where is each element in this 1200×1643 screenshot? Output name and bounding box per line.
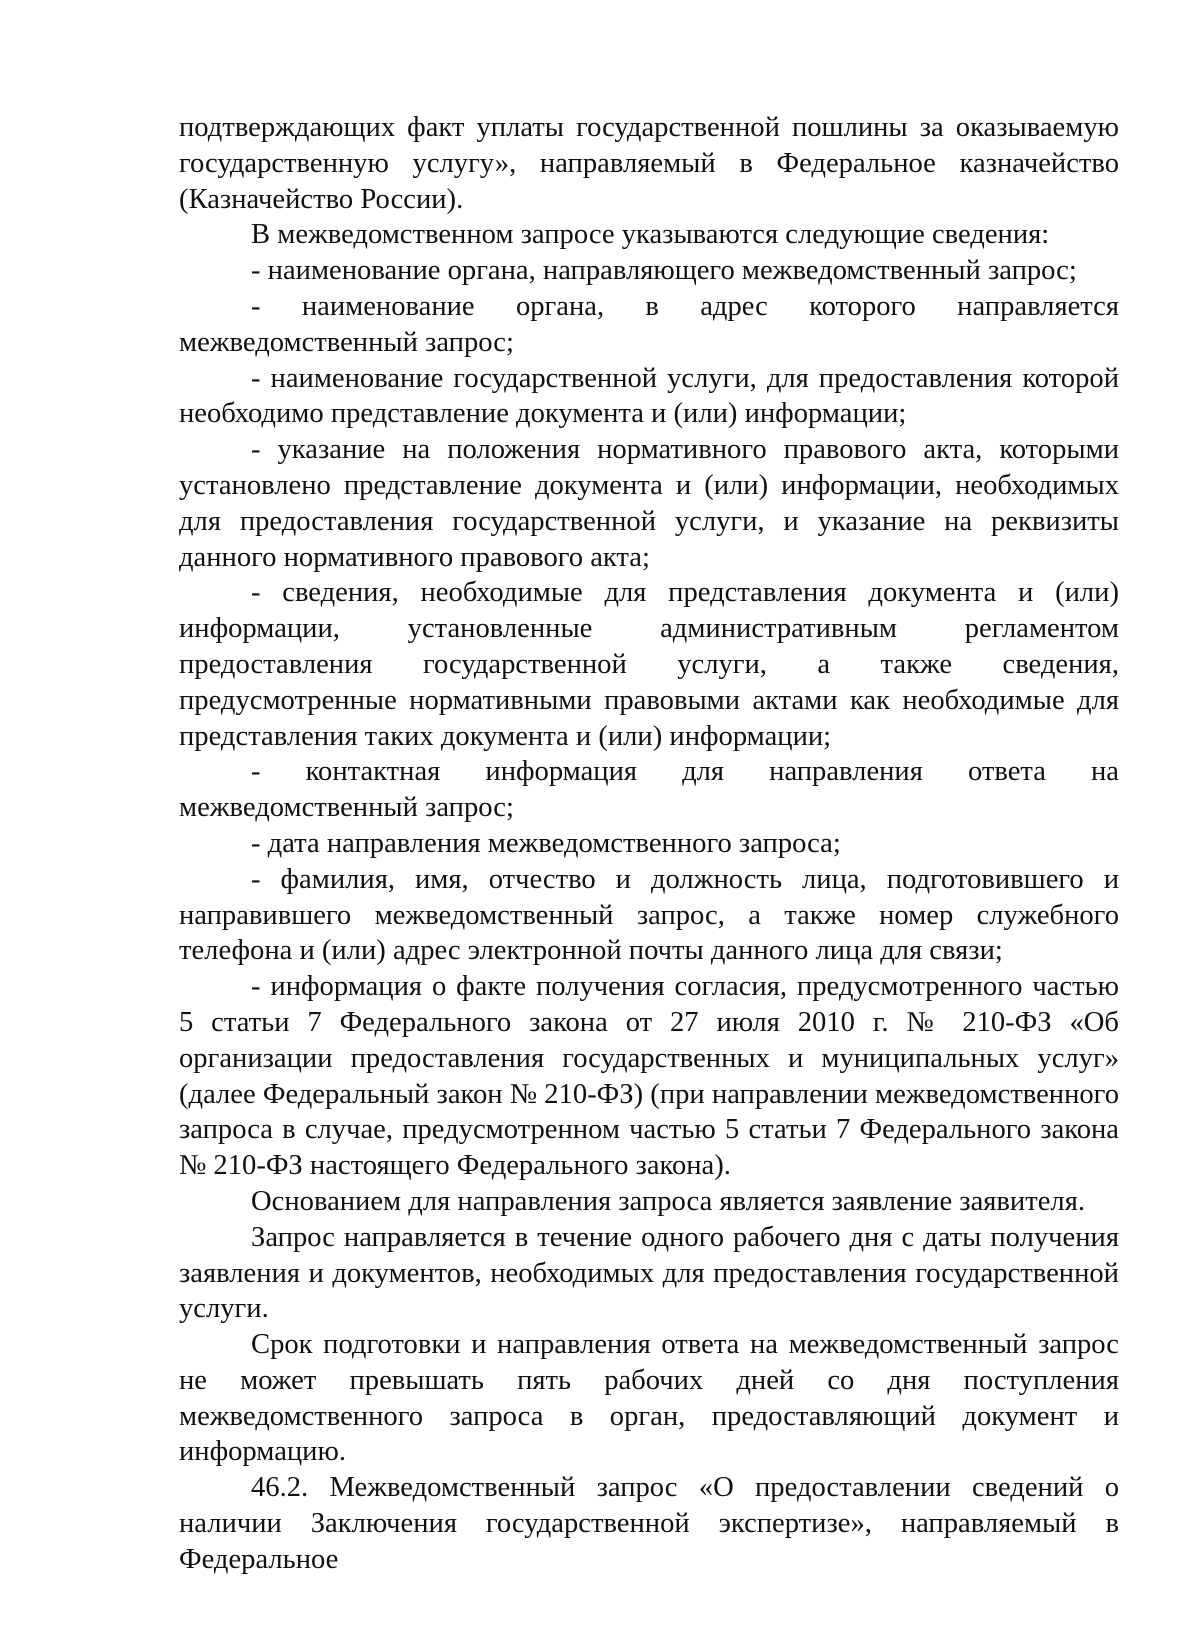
list-item-service-name: - наименование государственной услуги, для предоставления которой необходимо представление документа и (или) информации; bbox=[179, 362, 1119, 430]
list-item-recipient-body: - наименование органа, в адрес которого направляется межведомственный запрос; bbox=[179, 290, 1119, 358]
paragraph-continuation: подтверждающих факт уплаты государственной пошлины за оказываемую государственную услугу», направляемый в Федеральное казначейство (Казначейство России). bbox=[179, 112, 1119, 215]
paragraph-section-46-2: 46.2. Межведомственный запрос «О предоставлении сведений о наличии Заключения государственной экспертизе», направляемый в Федеральное bbox=[179, 1472, 1119, 1575]
list-item-requesting-body: - наименование органа, направляющего межведомственный запрос; bbox=[251, 255, 1077, 287]
list-item-consent-info: - информация о факте получения согласия, предусмотренного частью 5 статьи 7 Федерального закона от 27 июля 2010 г. № 210-ФЗ «Об организации предоставления государственных и муниципальных услуг» (далее Федеральный закон № 210-ФЗ) (при направлении межведомственного запроса в случае, предусмотренном частью 5 статьи 7 Федерального закона № 210-ФЗ настоящего Федерального закона). bbox=[179, 971, 1119, 1182]
paragraph-request-timing: Запрос направляется в течение одного рабочего дня с даты получения заявления и документов, необходимых для предоставления государственной услуги. bbox=[179, 1221, 1119, 1325]
list-item-responsible-person: - фамилия, имя, отчество и должность лица, подготовившего и направившего межведомственный запрос, а также номер служебного телефона и (или) адрес электронной почты данного лица для связи; bbox=[179, 863, 1119, 967]
list-item-contact-info: - контактная информация для направления ответа на межведомственный запрос; bbox=[179, 756, 1119, 824]
document-body bbox=[179, 110, 1119, 1578]
paragraph-response-deadline: Срок подготовки и направления ответа на межведомственный запрос не может превышать пять рабочих дней со дня поступления межведомственного запроса в орган, предоставляющий документ и информацию. bbox=[179, 1329, 1119, 1468]
list-item-legal-act: - указание на положения нормативного правового акта, которыми установлено представление документа и (или) информации, необходимых для предоставления государственной услуги, и указание на реквизиты данного нормативного правового акта; bbox=[179, 434, 1119, 573]
list-item-required-info: - сведения, необходимые для представления документа и (или) информации, установленные административным регламентом предоставления государственной услуги, а также сведения, предусмотренные нормативными правовыми актами как необходимые для представления таких документа и (или) информации; bbox=[179, 577, 1119, 752]
list-item-request-date: - дата направления межведомственного запроса; bbox=[251, 827, 841, 859]
paragraph-basis: Основанием для направления запроса является заявление заявителя. bbox=[251, 1185, 1085, 1217]
paragraph-intro: В межведомственном запросе указываются следующие сведения: bbox=[251, 219, 1050, 251]
